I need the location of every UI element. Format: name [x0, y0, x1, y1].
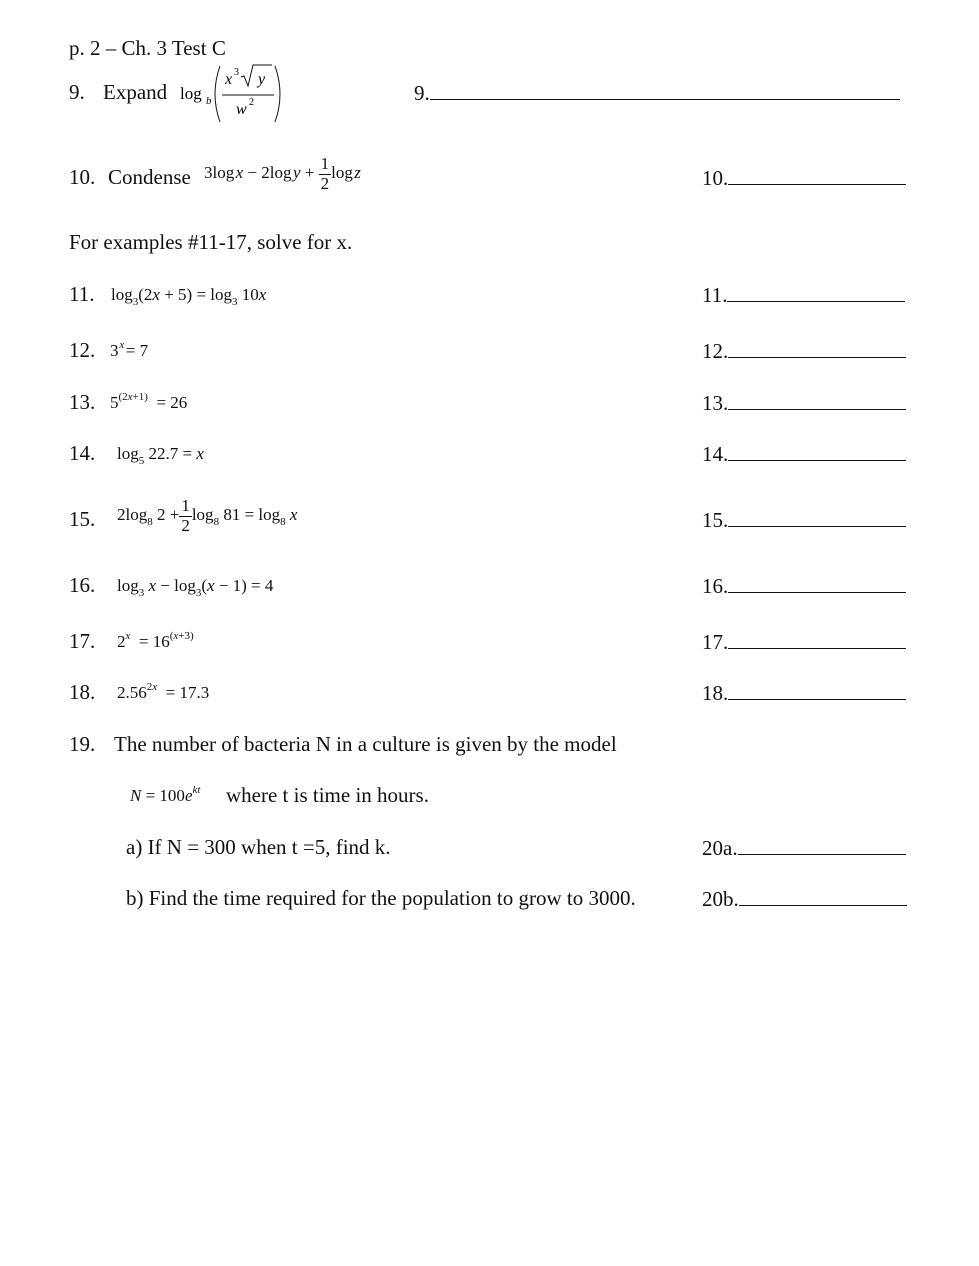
- answer-20a[interactable]: [702, 835, 906, 861]
- question-19-text: The number of bacteria N in a culture is given by the model: [114, 732, 617, 756]
- page-title: p. 2 – Ch. 3 Test C: [69, 36, 226, 60]
- answer-18-label: 18.: [702, 681, 729, 705]
- answer-17-label: 17.: [702, 630, 729, 654]
- svg-text:3: 3: [234, 67, 239, 78]
- question-16-number: 16.: [69, 573, 96, 597]
- question-15-expression: $2\log_8$ 2 + $\frac{1}{2}$ $\log_8 81 = \log_8 x$: [117, 496, 298, 535]
- answer-18[interactable]: [702, 680, 906, 706]
- answer-14[interactable]: [702, 441, 906, 467]
- question-16-expression: $\log_3 x - \log_3(x - 1) = 4$: [117, 576, 274, 599]
- question-9-label: Expand: [103, 80, 168, 104]
- answer-11-label: 11.: [702, 283, 728, 307]
- question-12-number: 12.: [69, 338, 96, 362]
- answer-11[interactable]: [702, 282, 905, 308]
- svg-text:b: b: [206, 95, 212, 107]
- svg-text:w: w: [236, 101, 247, 118]
- question-14-number: 14.: [69, 441, 96, 465]
- answer-15-line[interactable]: [728, 507, 906, 527]
- one-half-fraction: $\frac{1}{2}$: [320, 154, 330, 193]
- question-10-expression: 3log x − 2log y + $\frac{1}{2}$ log z: [204, 154, 361, 193]
- answer-9[interactable]: [414, 80, 900, 106]
- svg-text:log: log: [180, 84, 202, 103]
- answer-12[interactable]: [702, 338, 906, 364]
- one-half-fraction-15: $\frac{1}{2}$: [181, 496, 190, 535]
- answer-10[interactable]: [702, 165, 906, 191]
- answer-18-line[interactable]: [728, 680, 906, 700]
- question-19a-text: a) If N = 300 when t =5, find k.: [126, 835, 391, 859]
- answer-17-line[interactable]: [728, 629, 906, 649]
- question-13-number: 13.: [69, 390, 96, 414]
- question-14-expression: $\log_5 22.7 = x$: [117, 444, 204, 467]
- answer-9-label: 9.: [414, 81, 430, 105]
- answer-10-label: 10.: [702, 166, 729, 190]
- answer-17[interactable]: [702, 629, 906, 655]
- question-19b-text: b) Find the time required for the population to grow to 3000.: [126, 886, 636, 910]
- question-9-expression: [180, 62, 285, 124]
- answer-20b-label: 20b.: [702, 887, 739, 911]
- answer-20a-label: 20a.: [702, 836, 738, 860]
- answer-12-line[interactable]: [728, 338, 906, 358]
- question-9-number: 9.: [69, 80, 85, 104]
- question-11-expression: $\log_3(2x + 5) = \log_3 10x$: [111, 285, 267, 308]
- svg-text:x: x: [225, 71, 233, 88]
- question-17-number: 17.: [69, 629, 96, 653]
- answer-15-label: 15.: [702, 508, 729, 532]
- answer-13-line[interactable]: [728, 390, 906, 410]
- answer-14-label: 14.: [702, 442, 729, 466]
- question-11-number: 11.: [69, 282, 95, 306]
- answer-11-line[interactable]: [727, 282, 905, 302]
- answer-20b[interactable]: [702, 886, 907, 912]
- question-13-expression: $5^{(2x+1)} = 26$: [110, 391, 188, 412]
- answer-10-line[interactable]: [728, 165, 906, 185]
- answer-16-label: 16.: [702, 574, 729, 598]
- answer-13-label: 13.: [702, 391, 729, 415]
- question-18-expression: $2.56^{2x} = 17.3$: [117, 681, 210, 702]
- answer-13[interactable]: [702, 390, 906, 416]
- question-12-expression: 3 $^x$ = 7: [110, 339, 149, 360]
- expand-log-formula: [180, 62, 285, 126]
- question-10-label: Condense: [108, 165, 191, 189]
- bacteria-model-formula: $N = 100e^{kt}$: [130, 784, 201, 805]
- model-description: where t is time in hours.: [226, 783, 429, 807]
- svg-text:y: y: [258, 71, 266, 88]
- answer-16[interactable]: [702, 573, 906, 599]
- answer-20b-line[interactable]: [739, 886, 907, 906]
- question-10-number: 10.: [69, 165, 96, 189]
- question-18-number: 18.: [69, 680, 96, 704]
- question-17-expression: $2^x = 16^{(x+3)}$: [117, 630, 194, 651]
- question-19-number: 19.: [69, 732, 96, 756]
- instructions: For examples #11-17, solve for x.: [69, 230, 353, 254]
- answer-20a-line[interactable]: [738, 835, 906, 855]
- question-15-number: 15.: [69, 507, 96, 531]
- answer-14-line[interactable]: [728, 441, 906, 461]
- answer-12-label: 12.: [702, 339, 729, 363]
- answer-9-line[interactable]: [430, 80, 900, 100]
- svg-text:2: 2: [249, 97, 254, 108]
- answer-16-line[interactable]: [728, 573, 906, 593]
- answer-15[interactable]: [702, 507, 906, 533]
